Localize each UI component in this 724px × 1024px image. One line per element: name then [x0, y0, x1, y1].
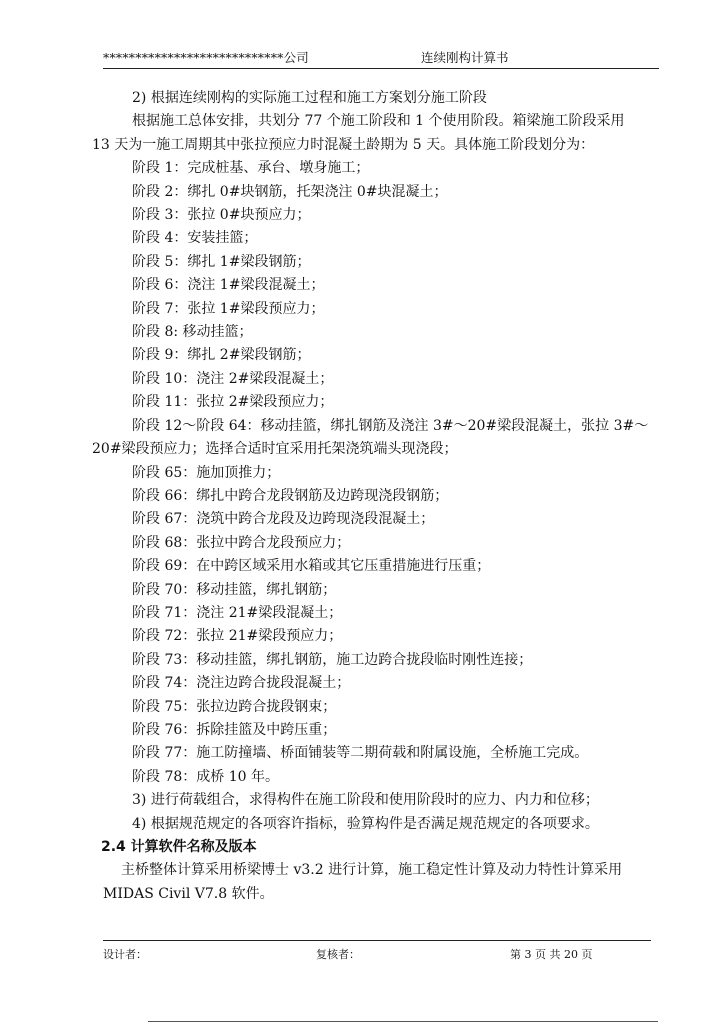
stage-item: 阶段 66：绑扎中跨合龙段钢筋及边跨现浇段钢筋；: [132, 487, 449, 504]
stage-item: 阶段 7：张拉 1#梁段预应力；: [132, 300, 325, 317]
stage-item: 阶段 11：张拉 2#梁段预应力；: [132, 394, 334, 411]
page-header: [103, 50, 658, 68]
stage-item: 阶段 77：施工防撞墙、桥面铺装等二期荷载和附属设施，全桥施工完成。: [132, 745, 589, 762]
item2-heading: 2) 根据连续刚构的实际施工过程和施工方案划分施工阶段: [132, 90, 487, 106]
stage-item: 阶段 70：移动挂篮，绑扎钢筋；: [132, 581, 337, 598]
page-number: 第 3 页 共 20 页: [510, 948, 593, 961]
stage-item: 阶段 72：张拉 21#梁段预应力；: [132, 628, 343, 645]
stage-item: 阶段 65：施加顶推力；: [132, 464, 281, 481]
stage-item: 阶段 67：浇筑中跨合龙段及边跨现浇段混凝土；: [132, 511, 435, 528]
stage-item: 阶段 74：浇注边跨合拢段混凝土；: [132, 675, 351, 692]
stage-item: 阶段 76：拆除挂篮及中跨压重；: [132, 721, 337, 738]
stage-item: 阶段 3：张拉 0#块预应力；: [132, 207, 311, 224]
footer-rule: [103, 940, 651, 941]
stage-item: 阶段 78：成桥 10 年。: [132, 768, 279, 785]
stage-12-64-line-2: 20#梁段预应力；选择合适时宜采用托架浇筑端头现浇段；: [92, 441, 458, 458]
designer-label: 设计者：: [103, 948, 147, 961]
stage-item: 阶段 71：浇注 21#梁段混凝土；: [132, 604, 343, 621]
section-heading: 2.4 计算软件名称及版本: [101, 839, 257, 855]
stage-item: 阶段 2：绑扎 0#块钢筋，托架浇注 0#块混凝土；: [132, 183, 448, 200]
stage-item: 阶段 75：张拉边跨合拢段钢束；: [132, 698, 337, 715]
stage-12-64-line-1: 阶段 12～阶段 64：移动挂篮，绑扎钢筋及浇注 3#～20#梁段混凝土，张拉 3#～: [132, 417, 649, 434]
stage-item: 阶段 73：移动挂篮，绑扎钢筋，施工边跨合拢段临时刚性连接；: [132, 651, 533, 668]
stage-item: 阶段 4：安装挂篮；: [132, 230, 258, 247]
stage-item: 阶段 5：绑扎 1#梁段钢筋；: [132, 253, 311, 270]
stage-item: 阶段 69：在中跨区域采用水箱或其它压重措施进行压重；: [132, 558, 491, 575]
company-name: ****************************公司: [103, 50, 309, 65]
reviewer-label: 复核者：: [316, 948, 360, 961]
stage-item: 阶段 9：绑扎 2#梁段钢筋；: [132, 347, 311, 364]
software-line-2: MIDAS Civil V7.8 软件。: [103, 885, 274, 902]
software-line-1: 主桥整体计算采用桥梁博士 v3.2 进行计算，施工稳定性计算及动力特性计算采用: [121, 862, 623, 879]
stage-item: 阶段 8: 移动挂篮；: [132, 324, 253, 341]
intro-line-1: 根据施工总体安排，共划分 77 个施工阶段和 1 个使用阶段。箱梁施工阶段采用: [132, 113, 625, 130]
header-rule: [103, 68, 659, 69]
bottom-rule: [148, 1021, 658, 1022]
intro-line-2: 13 天为一施工周期其中张拉预应力时混凝土龄期为 5 天。具体施工阶段划分为：: [92, 136, 595, 153]
stage-item: 阶段 1：完成桩基、承台、墩身施工；: [132, 160, 370, 177]
item4-text: 4) 根据规范规定的各项容许指标，验算构件是否满足规范规定的各项要求。: [132, 815, 599, 832]
stage-item: 阶段 10：浇注 2#梁段混凝土；: [132, 370, 334, 387]
item3-text: 3) 进行荷载组合，求得构件在施工阶段和使用阶段时的应力、内力和位移；: [132, 792, 599, 809]
document-title: 连续刚构计算书: [421, 50, 509, 65]
stage-item: 阶段 6：浇注 1#梁段混凝土；: [132, 277, 325, 294]
document-body: [92, 87, 659, 906]
stage-item: 阶段 68：张拉中跨合龙段预应力；: [132, 534, 351, 551]
